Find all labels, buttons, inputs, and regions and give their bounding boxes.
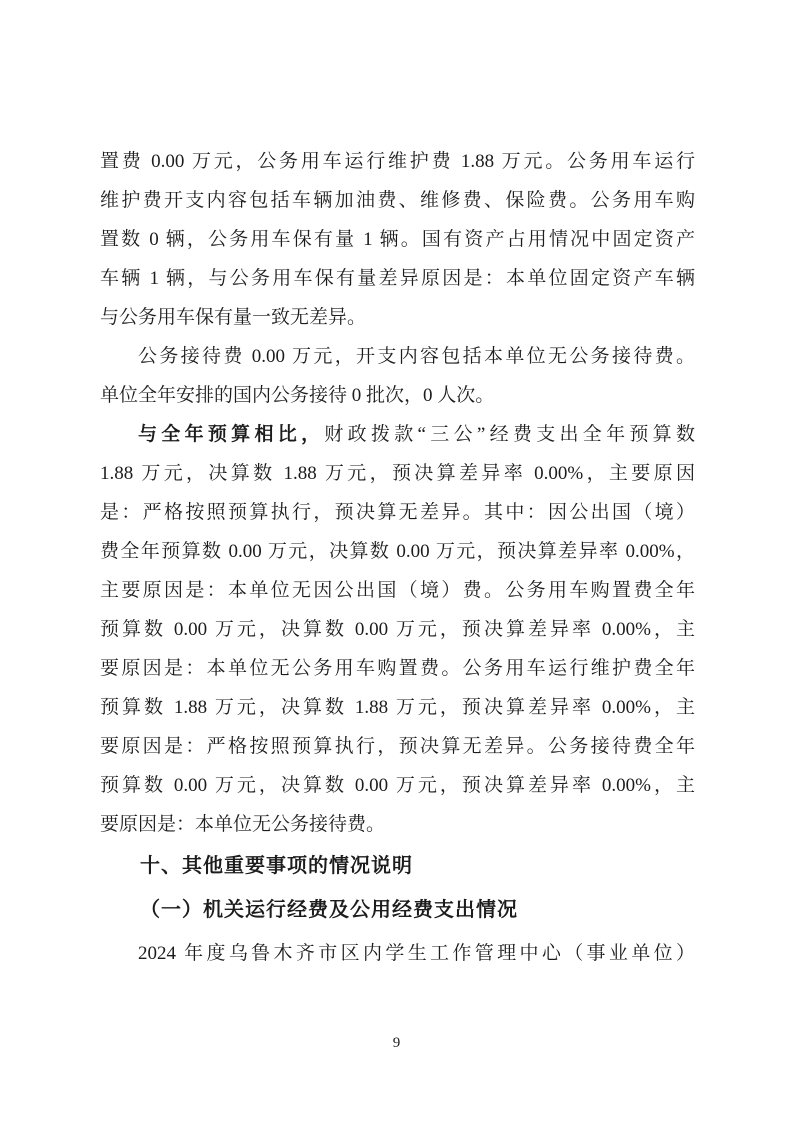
body-line-budget-10: 预算数 0.00 万元，决算数 0.00 万元，预决算差异率 0.00%，主 — [100, 775, 695, 796]
body-line-carryover-5: 与公务用车保有量一致无差异。 — [100, 307, 367, 328]
subsection-heading: （一）机关运行经费及公用经费支出情况 — [140, 899, 518, 921]
body-line-budget-2: 1.88 万元，决算数 1.88 万元，预决算差异率 0.00%，主要原因 — [100, 463, 695, 484]
body-line-budget-9: 要原因是：严格按照预算执行，预决算无差异。公务接待费全年 — [100, 736, 695, 757]
body-line-budget-1 — [100, 415, 695, 454]
body-line-carryover-4: 车辆 1 辆，与公务用车保有量差异原因是：本单位固定资产车辆 — [100, 268, 695, 289]
body-line-budget-5: 主要原因是：本单位无因公出国（境）费。公务用车购置费全年 — [100, 580, 695, 601]
body-line-carryover-3: 置数 0 辆，公务用车保有量 1 辆。国有资产占用情况中固定资产 — [100, 229, 695, 250]
body-line-carryover-1: 置费 0.00 万元，公务用车运行维护费 1.88 万元。公务用车运行 — [100, 151, 695, 172]
body-line-budget-6: 预算数 0.00 万元，决算数 0.00 万元，预决算差异率 0.00%，主 — [100, 619, 695, 640]
body-line-reception-2: 单位全年安排的国内公务接待 0 批次，0 人次。 — [100, 385, 495, 406]
body-line-carryover-2: 维护费开支内容包括车辆加油费、维修费、保险费。公务用车购 — [100, 190, 695, 211]
page-number: 9 — [392, 1035, 401, 1051]
body-line-budget-8: 预算数 1.88 万元，决算数 1.88 万元，预决算差异率 0.00%，主 — [100, 697, 695, 718]
body-line-org: 2024 年度乌鲁木齐市区内学生工作管理中心（事业单位） — [138, 943, 695, 964]
budget-lead-bold-text: 与全年预算相比， — [138, 424, 325, 445]
section-heading: 十、其他重要事项的情况说明 — [140, 855, 413, 877]
body-line-budget-3: 是：严格按照预算执行，预决算无差异。其中：因公出国（境） — [100, 502, 695, 523]
body-line-budget-4: 费全年预算数 0.00 万元，决算数 0.00 万元，预决算差异率 0.00%， — [100, 541, 695, 562]
body-line-budget-11: 要原因是：本单位无公务接待费。 — [100, 814, 386, 835]
body-line-budget-7: 要原因是：本单位无公务用车购置费。公务用车运行维护费全年 — [100, 658, 695, 679]
document-text-block — [100, 142, 695, 976]
body-line-reception-1: 公务接待费 0.00 万元，开支内容包括本单位无公务接待费。 — [138, 346, 695, 367]
budget-line1-rest-text: 财政拨款“三公”经费支出全年预算数 — [324, 424, 695, 445]
